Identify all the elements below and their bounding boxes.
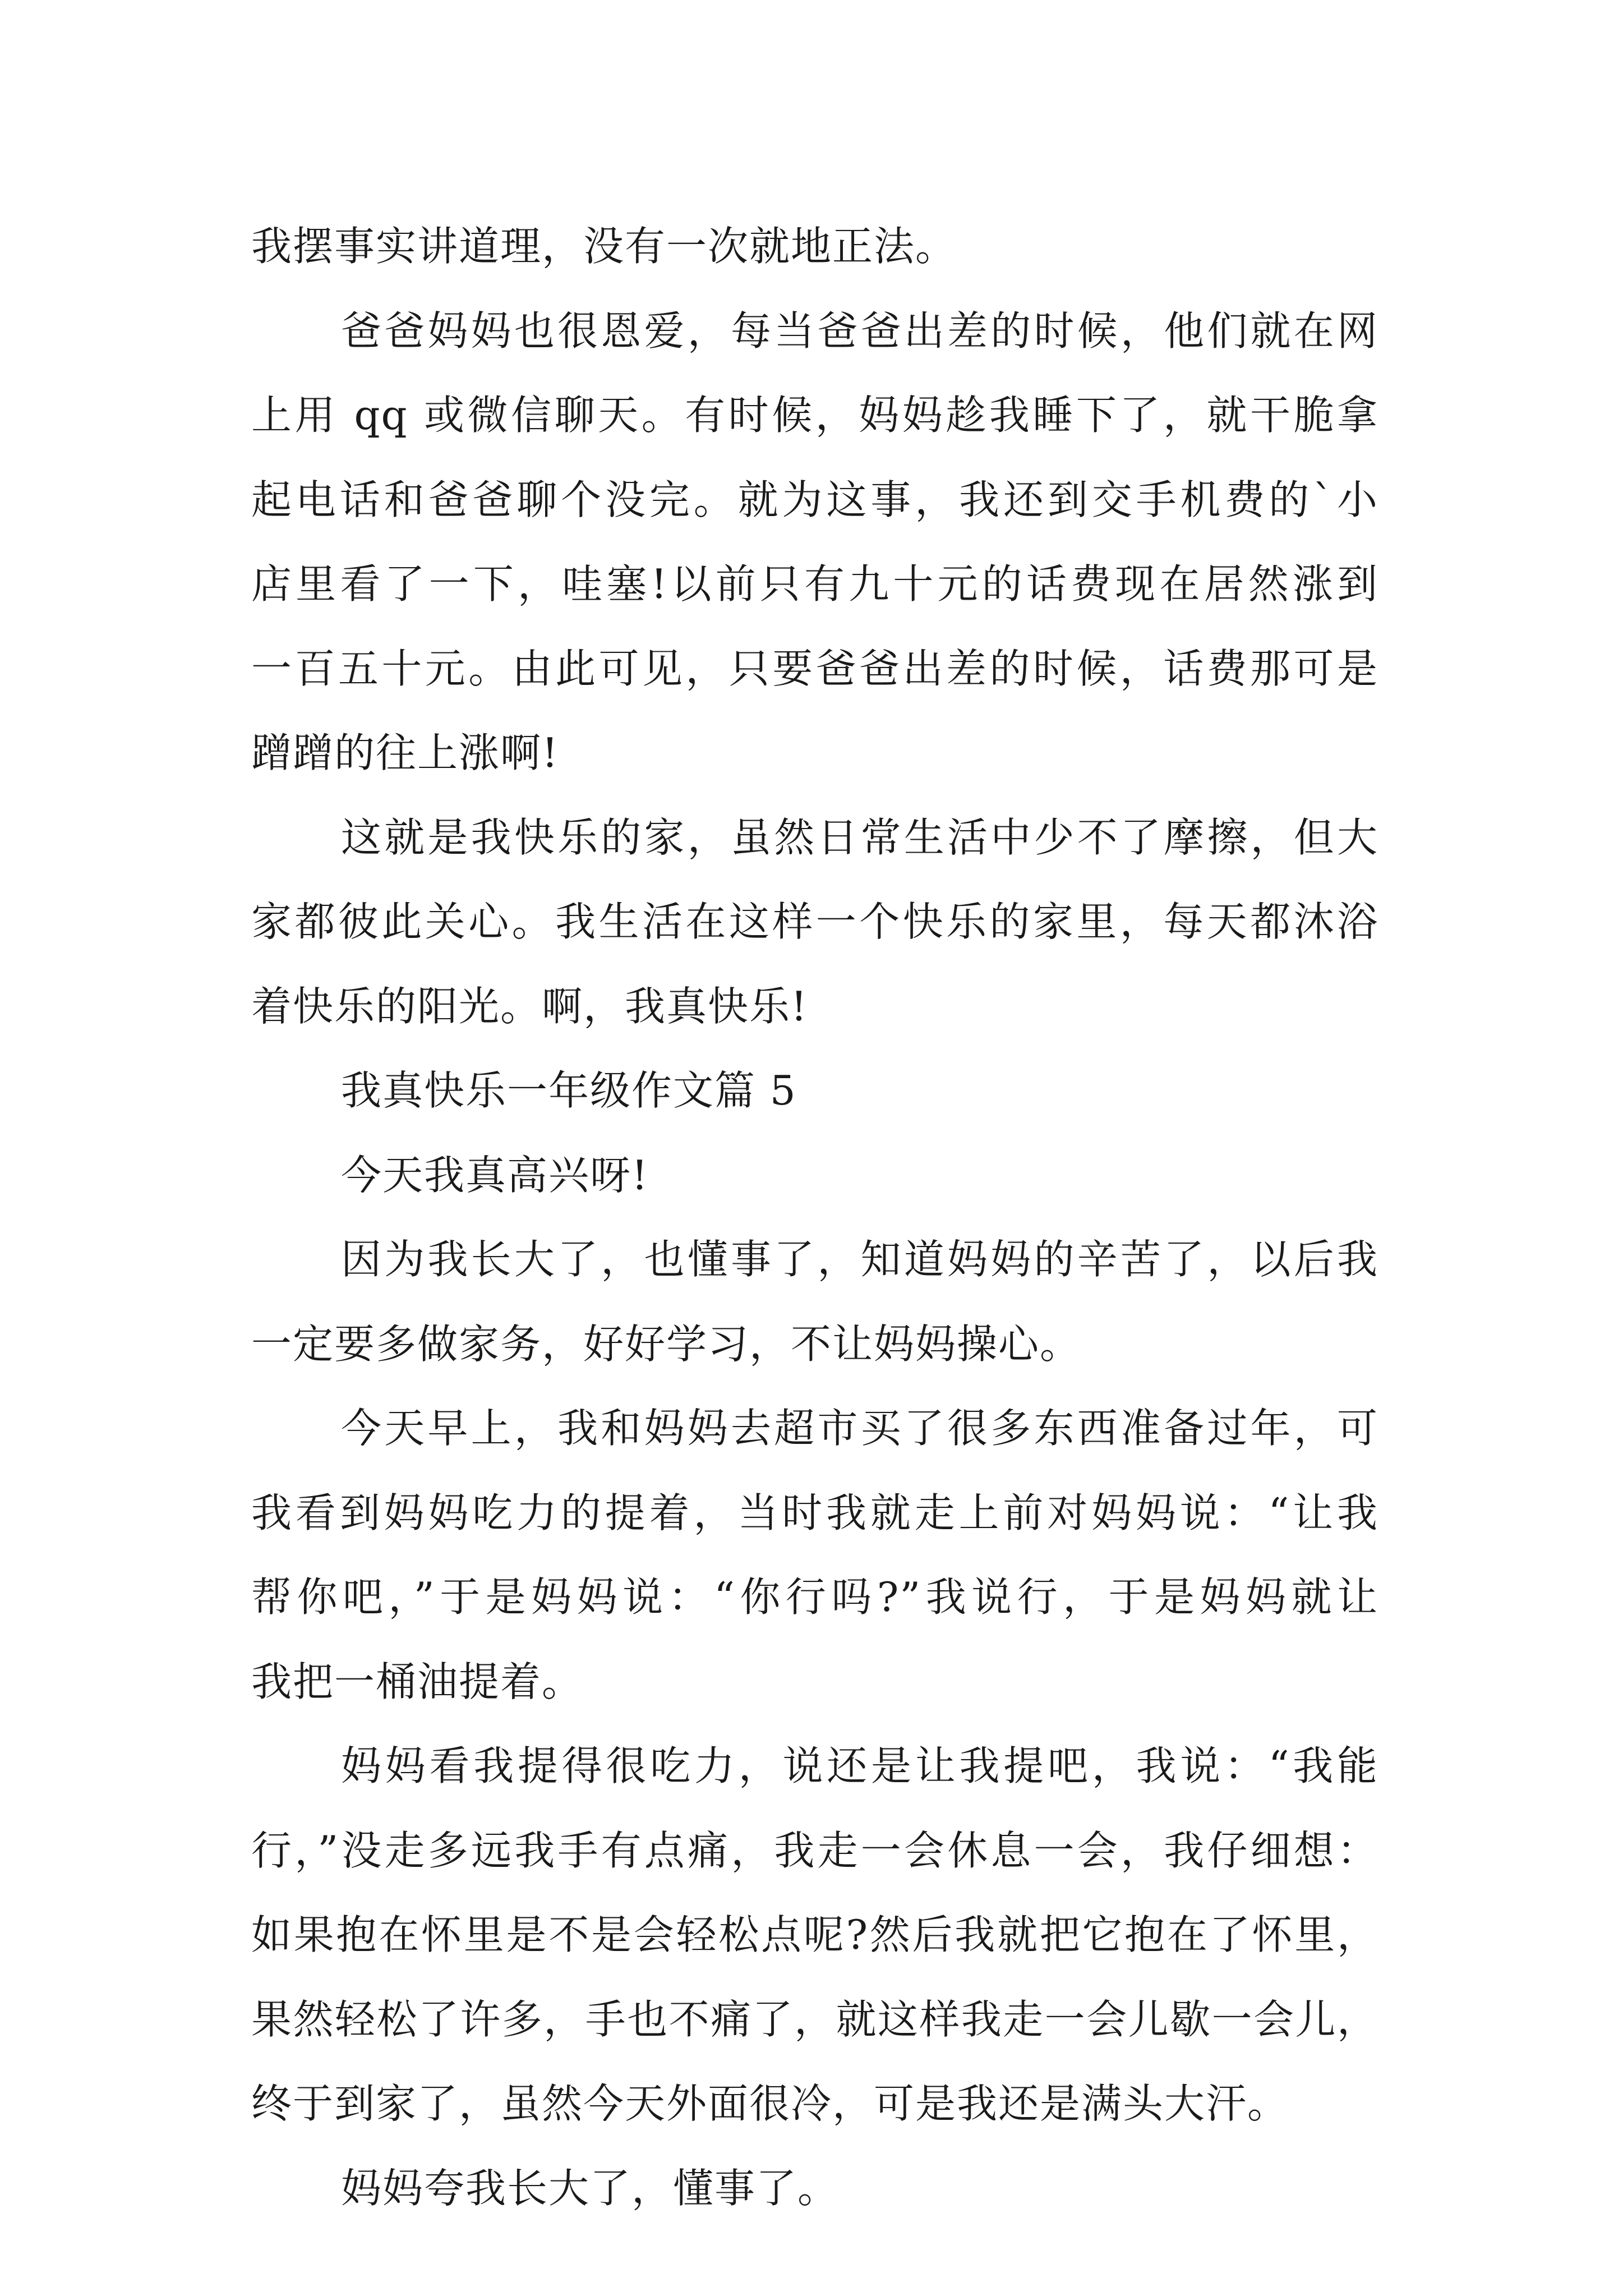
text-line: 这就是我快乐的家，虽然日常生活中少不了摩擦，但大: [341, 813, 1378, 861]
text-line: 一百五十元。由此可见，只要爸爸出差的时候，话费那可是: [251, 645, 1378, 692]
text-line: 因为我长大了，也懂事了，知道妈妈的辛苦了，以后我: [341, 1236, 1378, 1283]
text-line: 家都彼此关心。我生活在这样一个快乐的家里，每天都沐浴: [251, 898, 1378, 945]
text-line: 店里看了一下，哇塞!以前只有九十元的话费现在居然涨到: [251, 560, 1378, 608]
text-line: 着快乐的阳光。啊，我真快乐!: [251, 982, 808, 1030]
text-line: 果然轻松了许多，手也不痛了，就这样我走一会儿歇一会儿，: [251, 1995, 1378, 2043]
text-line: 起电话和爸爸聊个没完。就为这事，我还到交手机费的`小: [251, 476, 1378, 523]
text-line: 今天我真高兴呀!: [341, 1151, 649, 1199]
text-line: 终于到家了，虽然今天外面很冷，可是我还是满头大汗。: [251, 2080, 1289, 2127]
text-line: 我摆事实讲道理，没有一次就地正法。: [251, 223, 957, 270]
text-line: 妈妈看我提得很吃力，说还是让我提吧，我说：“我能: [341, 1742, 1378, 1789]
text-line: 一定要多做家务，好好学习，不让妈妈操心。: [251, 1320, 1082, 1368]
text-line: 蹭蹭的往上涨啊!: [251, 729, 559, 776]
text-line: 行，”没走多远我手有点痛，我走一会休息一会，我仔细想：: [251, 1826, 1378, 1874]
text-line: 今天早上，我和妈妈去超市买了很多东西准备过年，可: [341, 1405, 1378, 1452]
text-line: 帮你吧，”于是妈妈说：“你行吗?”我说行，于是妈妈就让: [251, 1573, 1378, 1621]
text-line: 我把一桶油提着。: [251, 1658, 584, 1705]
text-line: 爸爸妈妈也很恩爱，每当爸爸出差的时候，他们就在网: [341, 307, 1378, 355]
text-line: 妈妈夸我长大了，懂事了。: [341, 2164, 840, 2212]
text-line: 我看到妈妈吃力的提着，当时我就走上前对妈妈说：“让我: [251, 1489, 1378, 1536]
document-body: [251, 204, 1378, 2230]
text-line: 我真快乐一年级作文篇 5: [341, 1067, 797, 1114]
text-line: 如果抱在怀里是不是会轻松点呢?然后我就把它抱在了怀里，: [251, 1911, 1378, 1958]
text-line: 上用 qq 或微信聊天。有时候，妈妈趁我睡下了，就干脆拿: [251, 392, 1378, 439]
